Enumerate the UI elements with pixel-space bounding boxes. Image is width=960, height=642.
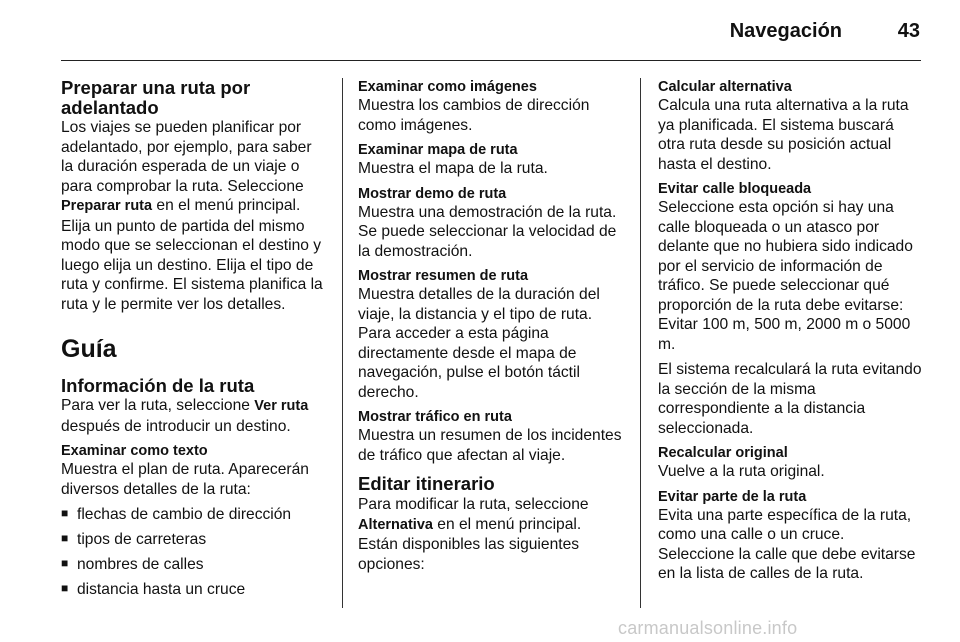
heading-informacion: Información de la ruta (61, 375, 255, 396)
heading-preparar: Preparar una ruta por adelantado (61, 77, 251, 118)
heading-mostrar-trafico: Mostrar tráfico en ruta (358, 409, 512, 425)
page-header (0, 0, 960, 60)
paragraph-editar-itinerario: Para modificar la ruta, seleccione Alternativa en el menú principal. Están disponibles las siguientes opciones: (358, 496, 589, 573)
heading-examinar-imagenes: Examinar como imágenes (358, 79, 537, 95)
heading-guia: Guía (61, 335, 117, 363)
heading-mostrar-demo: Mostrar demo de ruta (358, 185, 507, 202)
paragraph-evitar-parte: Evita una parte específica de la ruta, como una calle o un cruce. Seleccione la calle que debe evitarse en la lista de calles de la ruta. (658, 506, 916, 582)
page-number: 43 (897, 20, 920, 42)
bullet-list (61, 505, 326, 600)
heading-evitar-calle: Evitar calle bloqueada (658, 181, 812, 197)
paragraph-informacion: Para ver la ruta, seleccione Ver ruta después de introducir un destino. (61, 397, 309, 435)
list-item: ■ distancia hasta un cruce (61, 580, 326, 600)
column-2 (358, 78, 623, 580)
paragraph-examinar-texto: Muestra el plan de ruta. Aparecerán diversos detalles de la ruta: (61, 461, 309, 498)
heading-evitar-parte: Evitar parte de la ruta (658, 488, 807, 505)
watermark: carmanualsonline.info (618, 618, 798, 638)
paragraph-examinar-imagenes: Muestra los cambios de dirección como imágenes. (358, 97, 590, 134)
list-item: ■ nombres de calles (61, 555, 326, 575)
paragraph-mostrar-trafico: Muestra un resumen de los incidentes de tráfico que afectan al viaje. (358, 427, 622, 464)
paragraph-mostrar-demo: Muestra una demostración de la ruta. Se puede seleccionar la velocidad de la demostración. (358, 203, 617, 260)
list-item: ■ tipos de carreteras (61, 530, 326, 550)
header-rule (61, 60, 921, 61)
paragraph-recalcular-original: Vuelve a la ruta original. (658, 463, 825, 480)
list-item: ■ flechas de cambio de dirección (61, 505, 326, 525)
column-1 (61, 78, 326, 605)
bold-ver-ruta: Ver ruta (254, 398, 309, 414)
page-title: Navegación (729, 20, 842, 42)
column-divider-1 (342, 78, 343, 608)
paragraph-mostrar-resumen: Muestra detalles de la duración del viaje, la distancia y el tipo de ruta. Para acceder a esta página directamente desde el mapa de navegación, pulse el botón táctil derecho. (358, 286, 600, 401)
bold-alternativa: Alternativa (358, 516, 433, 533)
heading-examinar-texto: Examinar como texto (61, 443, 208, 459)
heading-examinar-mapa: Examinar mapa de ruta (358, 142, 518, 158)
heading-editar-itinerario: Editar itinerario (358, 473, 495, 494)
heading-calcular-alternativa: Calcular alternativa (658, 79, 792, 95)
paragraph-preparar: Los viajes se pueden planificar por adelantado, por ejemplo, para saber la duración esperada de un viaje o para comprobar la ruta. Seleccione Preparar ruta en el menú principal. Elija un punto de partida del mismo modo que se seleccionan el destino y luego elija un destino. Elija el tipo de ruta y confirme. El sistema planifica la ruta y le permite ver los detalles. (61, 119, 323, 313)
paragraph-evitar-calle: Seleccione esta opción si hay una calle bloqueada o un atasco por delante que no hubiera sido indicado por el servicio de información de tráfico. Se puede seleccionar qué proporción de la ruta debe evitarse: Evitar 100 m, 500 m, 2000 m o 5000 m. (658, 199, 913, 353)
paragraph-examinar-mapa: Muestra el mapa de la ruta. (358, 160, 548, 177)
heading-mostrar-resumen: Mostrar resumen de ruta (358, 268, 529, 284)
column-3 (658, 78, 923, 590)
heading-recalcular-original: Recalcular original (658, 445, 788, 461)
column-divider-2 (640, 78, 641, 608)
bold-preparar-ruta: Preparar ruta (61, 198, 153, 214)
paragraph-calcular-alternativa: Calcula una ruta alternativa a la ruta ya planificada. El sistema buscará otra ruta desde su posición actual hasta el destino. (658, 97, 909, 173)
paragraph-evitar-calle-2: El sistema recalculará la ruta evitando la sección de la misma correspondiente a la distancia seleccionada. (658, 361, 922, 437)
